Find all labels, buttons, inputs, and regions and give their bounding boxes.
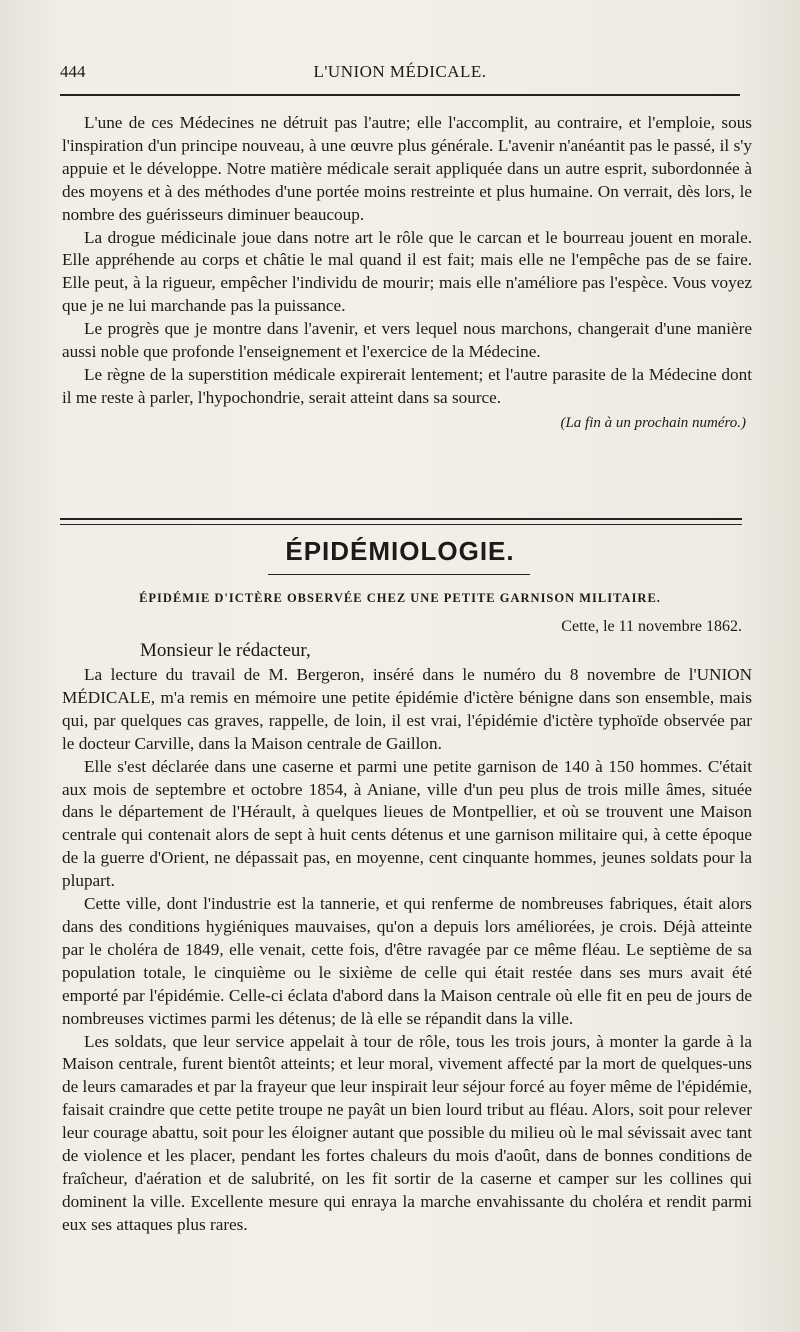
page-header (60, 62, 740, 86)
continued-note: (La fin à un prochain numéro.) (560, 414, 746, 431)
page-number: 444 (60, 62, 86, 81)
dateline: Cette, le 11 novembre 1862. (561, 618, 742, 635)
paragraph: Le progrès que je montre dans l'avenir, et vers lequel nous marchons, changerait d'une manière aussi noble que profonde l'enseignement et l'exercice de la Médecine. (62, 319, 752, 362)
paragraph: Elle s'est déclarée dans une caserne et parmi une petite garnison de 140 à 150 hommes. C'était aux mois de septembre et octobre 1854, à Aniane, ville d'un peu plus de trois mille âmes, située dans le département de l'Hérault, à quelques lieues de Montpellier, et où se trouvent une Maison centrale qui contenait alors de sept à huit cents détenus et une garnison militaire qui, à cette époque de la guerre d'Orient, ne dépassait pas, en moyenne, cent cinquante hommes, jeunes soldats pour la plupart. (62, 756, 752, 891)
paragraph: La drogue médicinale joue dans notre art le rôle que le carcan et le bourreau jouent en morale. Elle appréhende au corps et châtie le mal quand il est fait; mais elle ne l'empêche pas de se faire. Elle peut, à la rigueur, empêcher l'individu de mourir; mais elle n'améliore pas l'espèce. Vous voyez que je ne lui marchande pas la puissance. (62, 227, 752, 316)
section-divider (60, 518, 742, 525)
header-rule (60, 94, 740, 96)
article-body (62, 664, 752, 1237)
paragraph: Les soldats, que leur service appelait à tour de rôle, tous les trois jours, à monter la garde à la Maison centrale, furent bientôt atteints; et leur moral, vivement affecté par la mort de quelques-uns de leurs camarades et par la frayeur que leur inspirait leur séjour forcé au foyer même de l'épidémie, faisait craindre que cette petite troupe ne payât un bien lourd tribut au fléau. Alors, soit pour relever leur courage abattu, soit pour les éloigner autant que possible du milieu où le mal sévissait avec tant de violence et les placer, pendant les fortes chaleurs du mois d'août, dans de bonnes conditions de fraîcheur, d'aération et de salubrité, on les fit sortir de la caserne et camper sur les collines qui dominent la ville. Excellente mesure qui enraya la marche envahissante du choléra et rendit parmi eux ses attaques plus rares. (62, 1031, 752, 1234)
section-title: ÉPIDÉMIOLOGIE. (285, 536, 515, 566)
salutation: Monsieur le rédacteur, (140, 640, 311, 661)
paragraph: Cette ville, dont l'industrie est la tannerie, et qui renferme de nombreuses fabriques, était alors dans des conditions hygiéniques mauvaises, qu'on a depuis lors améliorées, je crois. Déjà atteinte par le choléra de 1849, elle venait, cette fois, d'être ravagée par ce même fléau. Le septième de sa population totale, le cinquième ou le sixième de celle qui était restée dans ses murs avait été emporté par l'épidémie. Celle-ci éclata d'abord dans la Maison centrale où elle fit en peu de jours de nombreuses victimes parmi les détenus; de là elle se répandit dans la ville. (62, 894, 752, 1028)
previous-article-text (62, 112, 752, 436)
section-title-rule (268, 574, 530, 575)
article-title: ÉPIDÉMIE D'ICTÈRE OBSERVÉE CHEZ UNE PETITE GARNISON MILITAIRE. (139, 591, 661, 605)
paragraph: L'une de ces Médecines ne détruit pas l'autre; elle l'accomplit, au contraire, et l'emploie, sous l'inspiration d'un principe nouveau, à une œuvre plus générale. L'avenir n'anéantit pas le passé, il s'y appuie et le développe. Notre matière médicale serait appliquée dans un autre esprit, subordonnée à des moyens et à des méthodes d'une portée moins restreinte et plus humaine. On verrait, dès lors, le nombre des guérisseurs diminuer beaucoup. (62, 113, 752, 224)
paragraph: La lecture du travail de M. Bergeron, inséré dans le numéro du 8 novembre de l'UNION MÉDICALE, m'a remis en mémoire une petite épidémie d'ictère bénigne dans son ensemble, mais qui, par quelques cas graves, rappelle, de loin, il est vrai, l'épidémie d'ictère typhoïde observée par le docteur Carville, dans la Maison centrale de Gaillon. (62, 665, 752, 753)
running-title: L'UNION MÉDICALE. (313, 62, 487, 81)
paragraph: Le règne de la superstition médicale expirerait lentement; et l'autre parasite de la Médecine dont il me reste à parler, l'hypochondrie, serait atteint dans sa source. (62, 364, 752, 407)
